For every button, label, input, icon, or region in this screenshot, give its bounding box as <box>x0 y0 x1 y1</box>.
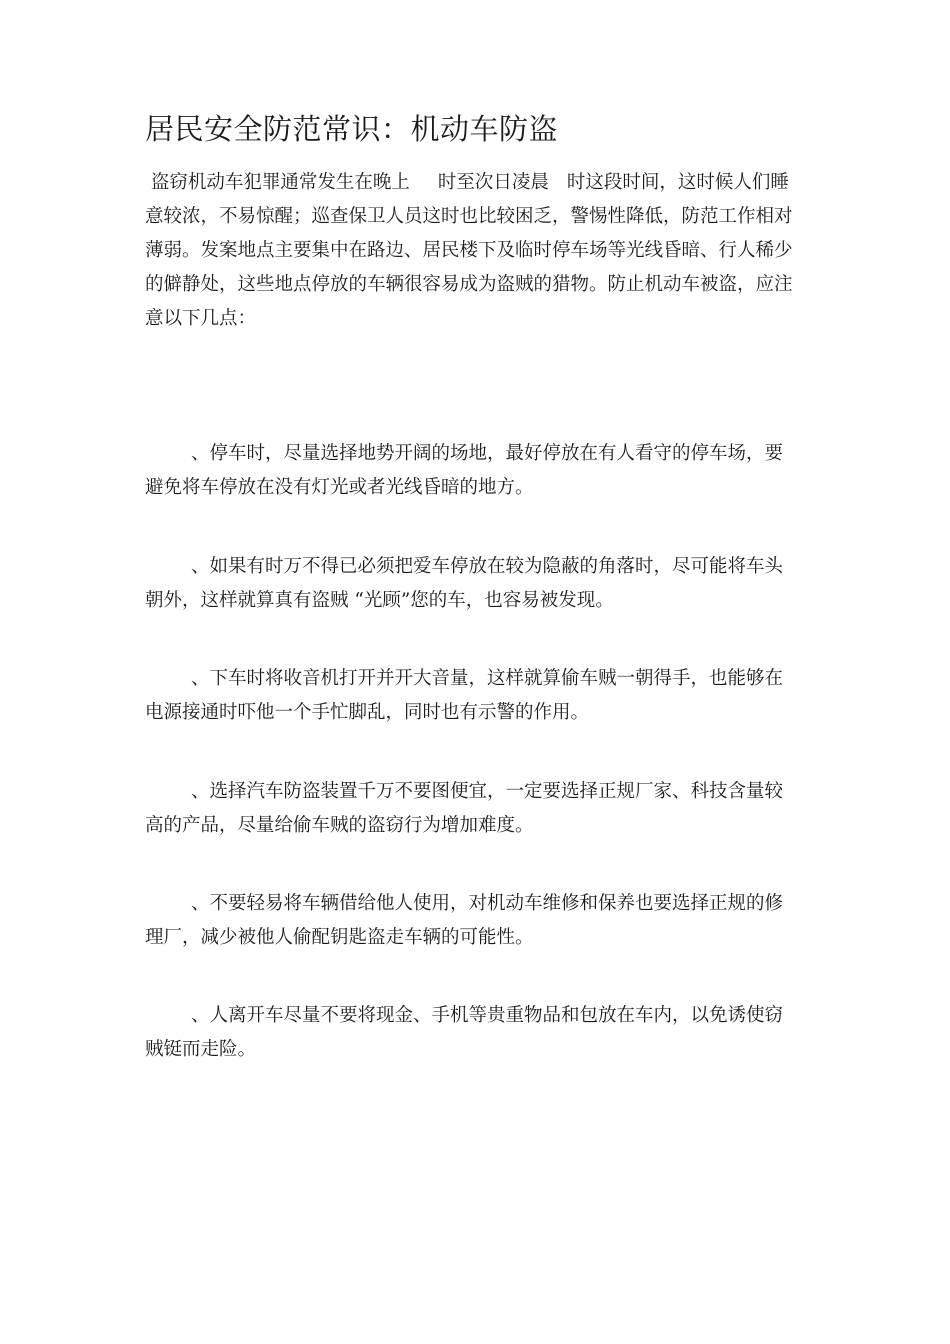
list-item-line: 、人离开车尽量不要将现金、手机等贵重物品和包放在车内，以免诱使窃 <box>191 1005 784 1026</box>
list-item <box>145 550 805 618</box>
intro-line <box>145 166 805 200</box>
intro-line: 意以下几点： <box>145 308 257 329</box>
list-item <box>145 887 805 955</box>
intro-text-segment: 时这段时间，这时候人们睡 <box>566 172 789 193</box>
list-item-line: 、下车时将收音机打开并开大音量，这样就算偷车贼一朝得手，也能够在 <box>191 668 784 689</box>
list-item-line: 贼铤而走险。 <box>145 1039 257 1060</box>
list-item-line: 理厂，减少被他人偷配钥匙盗走车辆的可能性。 <box>145 927 534 948</box>
list-item-line: 高的产品，尽量给偷车贼的盗窃行为增加难度。 <box>145 815 534 836</box>
intro-line: 薄弱。发案地点主要集中在路边、居民楼下及临时停车场等光线昏暗、行人稀少 <box>145 240 793 261</box>
list-item-line: 、停车时，尽量选择地势开阔的场地，最好停放在有人看守的停车场，要 <box>191 443 784 464</box>
list-item-line: 、如果有时万不得已必须把爱车停放在较为隐蔽的角落时，尽可能将车头 <box>191 556 784 577</box>
list-item <box>145 775 805 843</box>
list-item-line: 、不要轻易将车辆借给他人使用，对机动车维修和保养也要选择正规的修 <box>191 893 784 914</box>
list-item-line: 电源接通时吓他一个手忙脚乱，同时也有示警的作用。 <box>145 702 590 723</box>
list-item-line: 、选择汽车防盗装置千万不要图便宜，一定要选择正规厂家、科技含量较 <box>191 781 784 802</box>
intro-paragraph <box>145 166 805 336</box>
list-item <box>145 999 805 1067</box>
intro-text-segment: 时至次日凌晨 <box>437 172 549 193</box>
list-item <box>145 437 805 505</box>
document-title: 居民安全防范常识：机动车防盗 <box>145 112 559 146</box>
list-item <box>145 662 805 730</box>
intro-text-segment: 盗窃机动车犯罪通常发生在晚上 <box>150 172 410 193</box>
list-item-line: 朝外，这样就算真有盗贼 “光顾”您的车，也容易被发现。 <box>145 590 614 611</box>
intro-line: 的僻静处，这些地点停放的车辆很容易成为盗贼的猎物。防止机动车被盗，应注 <box>145 274 793 295</box>
intro-line: 意较浓，不易惊醒；巡查保卫人员这时也比较困乏，警惕性降低，防范工作相对 <box>145 206 793 227</box>
list-item-line: 避免将车停放在没有灯光或者光线昏暗的地方。 <box>145 477 534 498</box>
